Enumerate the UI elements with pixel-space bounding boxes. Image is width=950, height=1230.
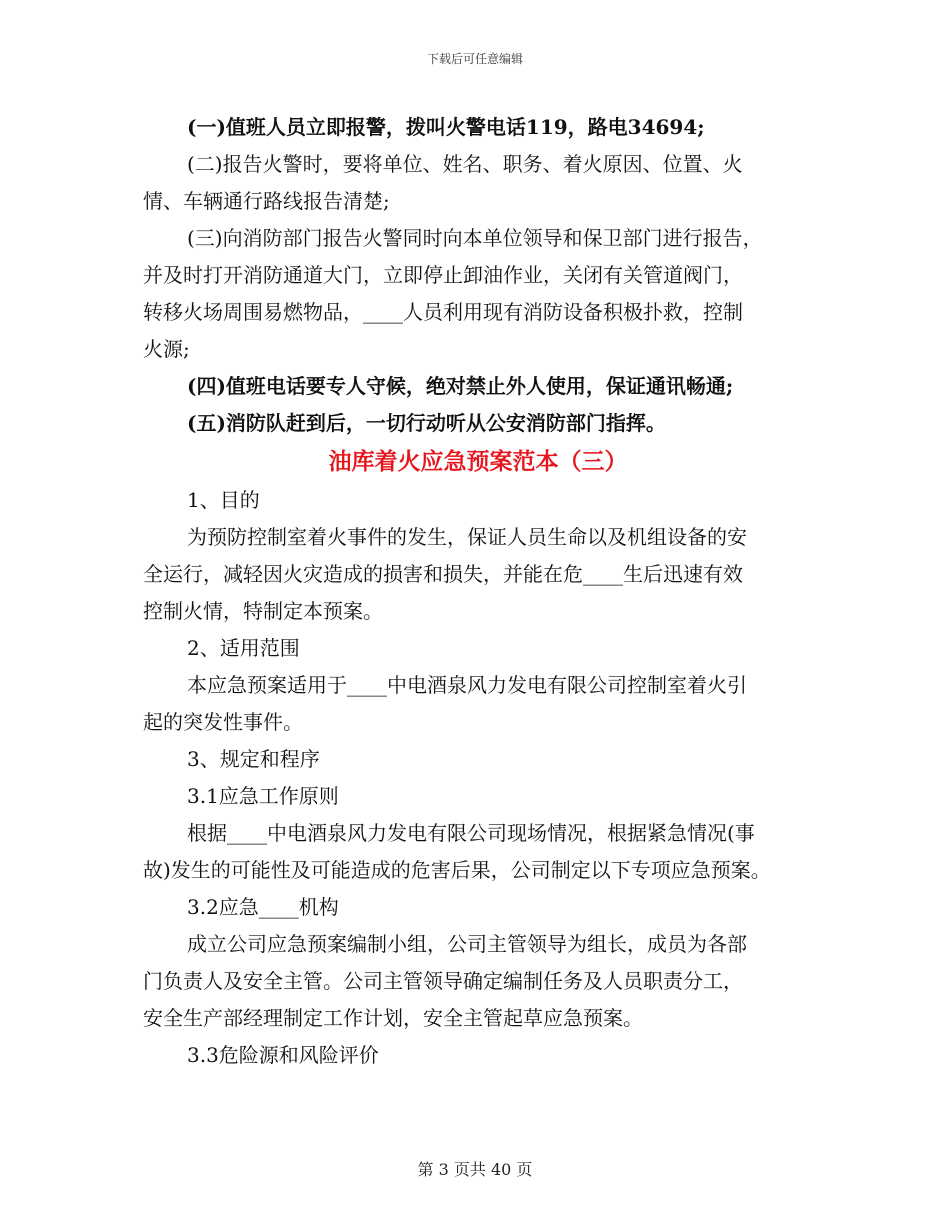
paragraph-line: 本应急预案适用于____中电酒泉风力发电有限公司控制室着火引 [187, 673, 747, 697]
paragraph-line: 控制火情，特制定本预案。 [143, 599, 383, 623]
section-title: 油库着火应急预案范本（三） [328, 448, 628, 475]
paragraph-line: 成立公司应急预案编制小组，公司主管领导为组长，成员为各部 [187, 932, 747, 956]
page-header: 下载后可任意编辑 [426, 52, 523, 66]
paragraph-line: 根据____中电酒泉风力发电有限公司现场情况，根据紧急情况(事 [187, 821, 755, 845]
document-body [143, 109, 803, 1074]
paragraph-line: 火源; [143, 337, 190, 361]
subsection-heading: 3.2应急____机构 [187, 895, 339, 919]
paragraph-line: (一)值班人员立即报警，拨叫火警电话119，路电34694; [187, 115, 705, 139]
subsection-heading: 3.3危险源和风险评价 [187, 1043, 379, 1067]
paragraph-line: 为预防控制室着火事件的发生，保证人员生命以及机组设备的安 [187, 525, 747, 549]
paragraph-line: 转移火场周围易燃物品，____人员利用现有消防设备积极扑救，控制 [143, 300, 743, 324]
paragraph-line: 并及时打开消防通道大门，立即停止卸油作业，关闭有关管道阀门， [143, 263, 743, 287]
page-footer: 第 3 页共 40 页 [417, 1160, 533, 1179]
paragraph-line: (四)值班电话要专人守候，绝对禁止外人使用，保证通讯畅通; [187, 374, 734, 398]
paragraph-line: 全运行，减轻因火灾造成的损害和损失，并能在危____生后迅速有效 [143, 562, 743, 586]
section-heading: 3、规定和程序 [187, 747, 320, 771]
paragraph-line: (三)向消防部门报告火警同时向本单位领导和保卫部门进行报告， [187, 226, 763, 250]
paragraph-line: 安全生产部经理制定工作计划，安全主管起草应急预案。 [143, 1006, 643, 1030]
paragraph-line: 故)发生的可能性及可能造成的危害后果，公司制定以下专项应急预案。 [143, 858, 771, 882]
subsection-heading: 3.1应急工作原则 [187, 784, 339, 808]
paragraph-line: 情、车辆通行路线报告清楚; [143, 189, 390, 213]
section-heading: 2、适用范围 [187, 636, 300, 660]
paragraph-line: (二)报告火警时，要将单位、姓名、职务、着火原因、位置、火 [187, 152, 743, 176]
section-heading: 1、目的 [187, 488, 260, 512]
paragraph-line: (五)消防队赶到后，一切行动听从公安消防部门指挥。 [187, 411, 666, 435]
paragraph-line: 起的突发性事件。 [143, 710, 303, 734]
paragraph-line: 门负责人及安全主管。公司主管领导确定编制任务及人员职责分工， [143, 969, 743, 993]
